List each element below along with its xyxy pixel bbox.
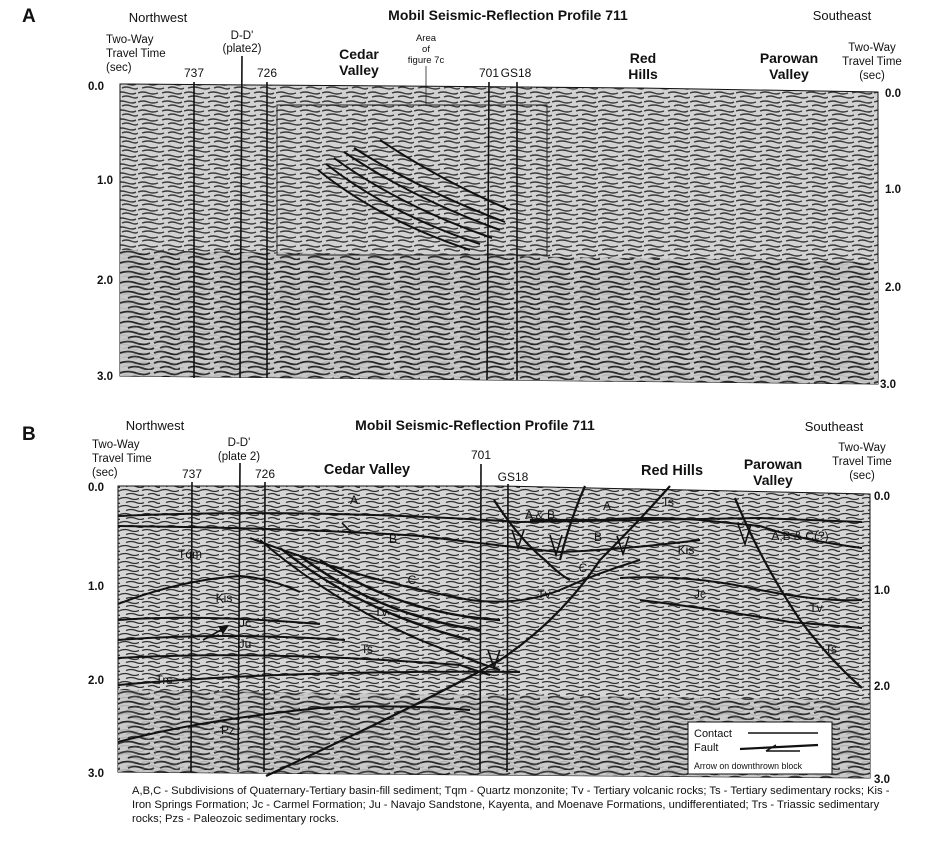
panel-b-axis-label-right bbox=[832, 442, 892, 482]
svg-text:Travel Time: Travel Time bbox=[92, 453, 152, 465]
svg-text:1.0: 1.0 bbox=[97, 175, 113, 187]
panel-b-place-parowan-valley bbox=[744, 456, 802, 488]
panel-b-unit-a-left: A bbox=[349, 493, 359, 507]
panel-a-ticks-right bbox=[880, 88, 901, 391]
panel-b-letter: B bbox=[22, 424, 36, 445]
svg-text:(sec): (sec) bbox=[92, 467, 118, 479]
svg-text:2.0: 2.0 bbox=[97, 275, 113, 287]
panel-a-well-gs18: GS18 bbox=[500, 66, 532, 80]
panel-a-axis-label-left bbox=[106, 34, 166, 74]
panel-b-well-726: 726 bbox=[254, 467, 276, 481]
panel-b-unit-ts-right: Ts bbox=[825, 642, 837, 656]
panel-a-well-701: 701 bbox=[478, 66, 500, 80]
panel-b-unit-a-and-b: A & B bbox=[524, 508, 556, 522]
panel-b-axis-label-left bbox=[92, 439, 152, 479]
panel-b-unit-tqm: Tqm bbox=[178, 547, 202, 561]
panel-a-place-cedar-valley bbox=[339, 46, 379, 78]
legend-fault-label: Fault bbox=[694, 742, 719, 754]
svg-text:2.0: 2.0 bbox=[885, 282, 901, 294]
panel-b-ticks-right bbox=[874, 491, 890, 786]
svg-text:2.0: 2.0 bbox=[874, 681, 890, 693]
svg-text:Valley: Valley bbox=[339, 62, 379, 78]
svg-text:Red: Red bbox=[629, 50, 657, 66]
svg-text:3.0: 3.0 bbox=[880, 379, 896, 391]
svg-text:1.0: 1.0 bbox=[88, 581, 104, 593]
panel-b-title: Mobil Seismic-Reflection Profile 711 bbox=[355, 417, 595, 433]
svg-text:1.0: 1.0 bbox=[885, 184, 901, 196]
svg-text:Cedar: Cedar bbox=[339, 46, 379, 62]
svg-text:Two-Way: Two-Way bbox=[92, 439, 140, 451]
panel-a-axis-label-right bbox=[842, 42, 902, 82]
panel-b-unit-jc-right: Jc bbox=[694, 587, 706, 601]
panel-b-unit-abc: A,B & C(?) bbox=[771, 529, 829, 543]
panel-a-ticks-left bbox=[88, 81, 113, 383]
svg-text:Two-Way: Two-Way bbox=[848, 42, 896, 54]
svg-text:2.0: 2.0 bbox=[88, 675, 104, 687]
panel-b-unit-jc-left: Jc bbox=[239, 616, 251, 630]
panel-a-direction-right: Southeast bbox=[812, 8, 872, 23]
panel-b-well-gs18: GS18 bbox=[497, 470, 529, 484]
panel-b-unit-a-right: A bbox=[602, 499, 612, 513]
legend-arrow-note: Arrow on downthrown block bbox=[694, 761, 803, 771]
svg-text:Travel Time: Travel Time bbox=[106, 48, 166, 60]
panel-b-direction-left: Northwest bbox=[125, 418, 185, 433]
panel-b-direction-right: Southeast bbox=[804, 419, 864, 434]
panel-b-unit-trs: Trs bbox=[155, 673, 173, 687]
panel-a-place-red-hills bbox=[628, 50, 658, 82]
panel-b-unit-kis-right: Kis bbox=[677, 543, 695, 557]
panel-a-title: Mobil Seismic-Reflection Profile 711 bbox=[388, 7, 628, 23]
panel-b-unit-c-left: C bbox=[407, 573, 417, 587]
panel-a-well-726: 726 bbox=[256, 66, 278, 80]
svg-text:Parowan: Parowan bbox=[743, 456, 803, 472]
svg-text:Parowan: Parowan bbox=[759, 50, 819, 66]
svg-text:(sec): (sec) bbox=[859, 70, 885, 82]
svg-text:Hills: Hills bbox=[628, 66, 658, 82]
svg-text:Travel Time: Travel Time bbox=[832, 456, 892, 468]
svg-text:Two-Way: Two-Way bbox=[838, 442, 886, 454]
svg-text:3.0: 3.0 bbox=[874, 774, 890, 786]
panel-a-direction-left: Northwest bbox=[128, 10, 188, 25]
panel-a bbox=[22, 6, 902, 391]
panel-a-inset-label bbox=[408, 33, 445, 66]
svg-text:Valley: Valley bbox=[753, 472, 793, 488]
svg-text:(sec): (sec) bbox=[849, 470, 875, 482]
panel-a-place-parowan-valley bbox=[760, 50, 818, 82]
panel-b-unit-tv-right: Tv bbox=[809, 601, 823, 615]
panel-b-unit-b-right: B bbox=[593, 530, 603, 544]
svg-text:Travel Time: Travel Time bbox=[842, 56, 902, 68]
svg-text:Two-Way: Two-Way bbox=[106, 34, 154, 46]
panel-b-crossline-label bbox=[218, 437, 260, 463]
panel-b-unit-tv-left: Tv bbox=[374, 605, 388, 619]
svg-text:0.0: 0.0 bbox=[885, 88, 901, 100]
panel-b-unit-ts-left: Ts bbox=[361, 642, 373, 656]
panel-b-place-red-hills: Red Hills bbox=[640, 463, 704, 479]
panel-b-unit-pz: Pz bbox=[220, 723, 236, 737]
svg-text:0.0: 0.0 bbox=[88, 81, 104, 93]
svg-text:(plate 2): (plate 2) bbox=[217, 451, 261, 463]
panel-b-unit-tv-mid: Tv bbox=[537, 587, 551, 601]
svg-text:of: of bbox=[422, 44, 430, 55]
svg-text:3.0: 3.0 bbox=[88, 768, 104, 780]
panel-b-ticks-left bbox=[88, 482, 104, 780]
svg-text:figure 7c: figure 7c bbox=[407, 55, 445, 66]
svg-text:0.0: 0.0 bbox=[874, 491, 890, 503]
panel-b-place-cedar-valley: Cedar Valley bbox=[323, 462, 411, 478]
panel-b-well-701: 701 bbox=[470, 448, 492, 462]
svg-text:1.0: 1.0 bbox=[874, 585, 890, 597]
svg-text:Area: Area bbox=[415, 33, 437, 44]
panel-b-unit-b-left: B bbox=[388, 532, 398, 546]
panel-b-unit-kis-left: Kis bbox=[215, 591, 233, 605]
svg-text:Valley: Valley bbox=[769, 66, 809, 82]
legend-contact-label: Contact bbox=[694, 728, 732, 740]
svg-text:(sec): (sec) bbox=[106, 62, 132, 74]
svg-text:(plate2): (plate2) bbox=[222, 43, 262, 55]
svg-text:D-D': D-D' bbox=[227, 437, 251, 449]
panel-b-legend-box bbox=[688, 722, 832, 774]
svg-text:0.0: 0.0 bbox=[88, 482, 104, 494]
panel-b-unit-ju: Ju bbox=[238, 637, 252, 651]
panel-a-well-737: 737 bbox=[183, 66, 205, 80]
figure-legend: A,B,C - Subdivisions of Quaternary-Tertiary basin-fill sediment; Tqm - Quartz monzonite; Tv - Tertiary volcanic rocks; Ts - Tertiary sedimentary rocks; Kis - Iron Springs Formation; Jc - Carmel Formation; Ju - Navajo Sandstone, Kayenta, and Moenave Formations, undifferentiated; Trs - Triassic sedimentary rocks; Pzs - Paleozoic sedimentary rocks. bbox=[132, 785, 890, 825]
panel-b-unit-ts-top: Ts bbox=[662, 495, 674, 509]
panel-b-unit-c-right: C bbox=[578, 561, 588, 575]
panel-a-letter: A bbox=[22, 6, 36, 27]
svg-text:D-D': D-D' bbox=[230, 30, 254, 42]
panel-b bbox=[22, 417, 892, 786]
panel-b-well-737: 737 bbox=[181, 467, 203, 481]
panel-a-crossline-label bbox=[223, 30, 262, 55]
svg-text:3.0: 3.0 bbox=[97, 371, 113, 383]
